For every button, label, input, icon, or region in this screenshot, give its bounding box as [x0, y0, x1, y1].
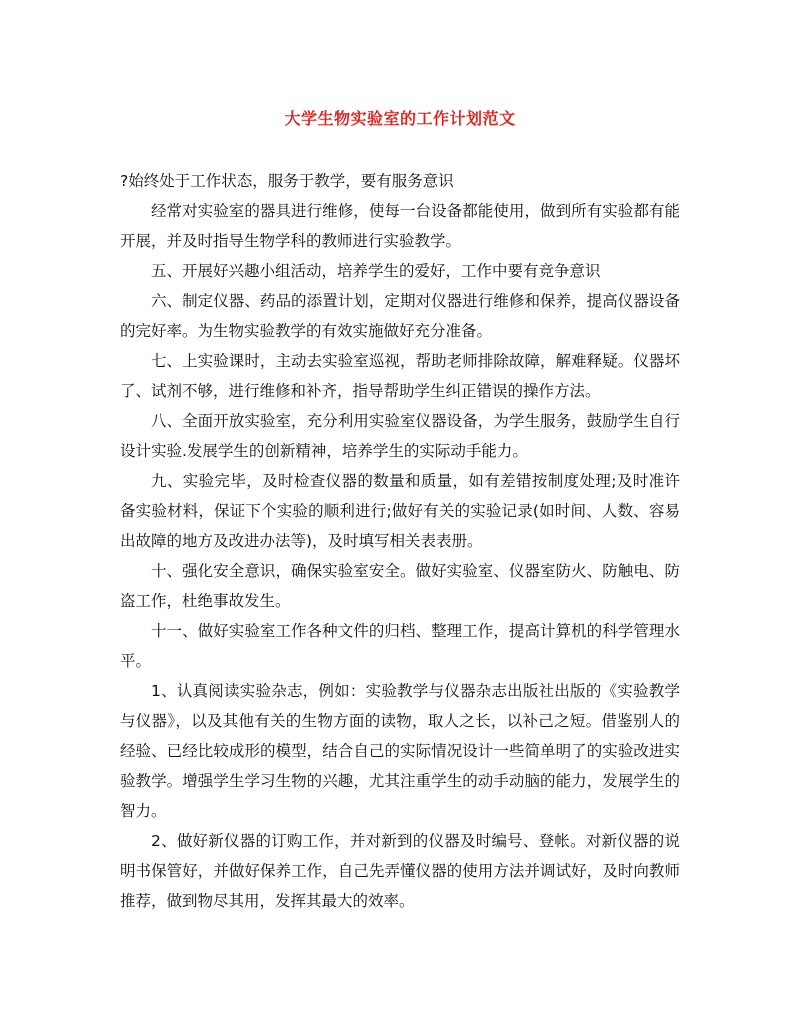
paragraph: 九、实验完毕，及时检查仪器的数量和质量，如有差错按制度处理;及时准许备实验材料，保证下个实验的顺利进行;做好有关的实验记录(如时间、人数、容易出故障的地方及改进办法等)，及时填写相关表表册。	[120, 472, 680, 550]
paragraph: 2、做好新仪器的订购工作，并对新到的仪器及时编号、登帐。对新仪器的说明书保管好，并做好保养工作，自己先弄懂仪器的使用方法并调试好，及时向教师推荐，做到物尽其用，发挥其最大的效率。	[120, 832, 680, 910]
paragraph: ?始终处于工作状态，服务于教学，要有服务意识	[120, 172, 454, 190]
paragraph: 七、上实验课时，主动去实验室巡视，帮助老师排除故障，解难释疑。仪器坏了、试剂不够，进行维修和补齐，指导帮助学生纠正错误的操作方法。	[120, 352, 680, 400]
paragraph: 经常对实验室的器具进行维修，使每一台设备都能使用，做到所有实验都有能开展，并及时指导生物学科的教师进行实验教学。	[120, 202, 680, 250]
paragraph: 六、制定仪器、药品的添置计划，定期对仪器进行维修和保养，提高仪器设备的完好率。为生物实验教学的有效实施做好充分准备。	[120, 292, 680, 340]
document-title: 大学生物实验室的工作计划范文	[284, 109, 516, 128]
paragraph: 十、强化安全意识，确保实验室安全。做好实验室、仪器室防火、防触电、防盗工作，杜绝事故发生。	[120, 562, 680, 610]
document-body	[120, 166, 680, 916]
paragraph: 十一、做好实验室工作各种文件的归档、整理工作，提高计算机的科学管理水平。	[120, 622, 680, 670]
paragraph: 八、全面开放实验室，充分利用实验室仪器设备，为学生服务，鼓励学生自行设计实验.发展学生的创新精神，培养学生的实际动手能力。	[120, 412, 680, 460]
paragraph: 1、认真阅读实验杂志，例如：实验教学与仪器杂志出版社出版的《实验教学与仪器》，以及其他有关的生物方面的读物，取人之长，以补己之短。借鉴别人的经验、已经比较成形的模型，结合自己的实际情况设计一些简单明了的实验改进实验教学。增强学生学习生物的兴趣，尤其注重学生的动手动脑的能力，发展学生的智力。	[120, 682, 680, 820]
paragraph: 五、开展好兴趣小组活动，培养学生的爱好，工作中要有竞争意识	[151, 262, 601, 280]
